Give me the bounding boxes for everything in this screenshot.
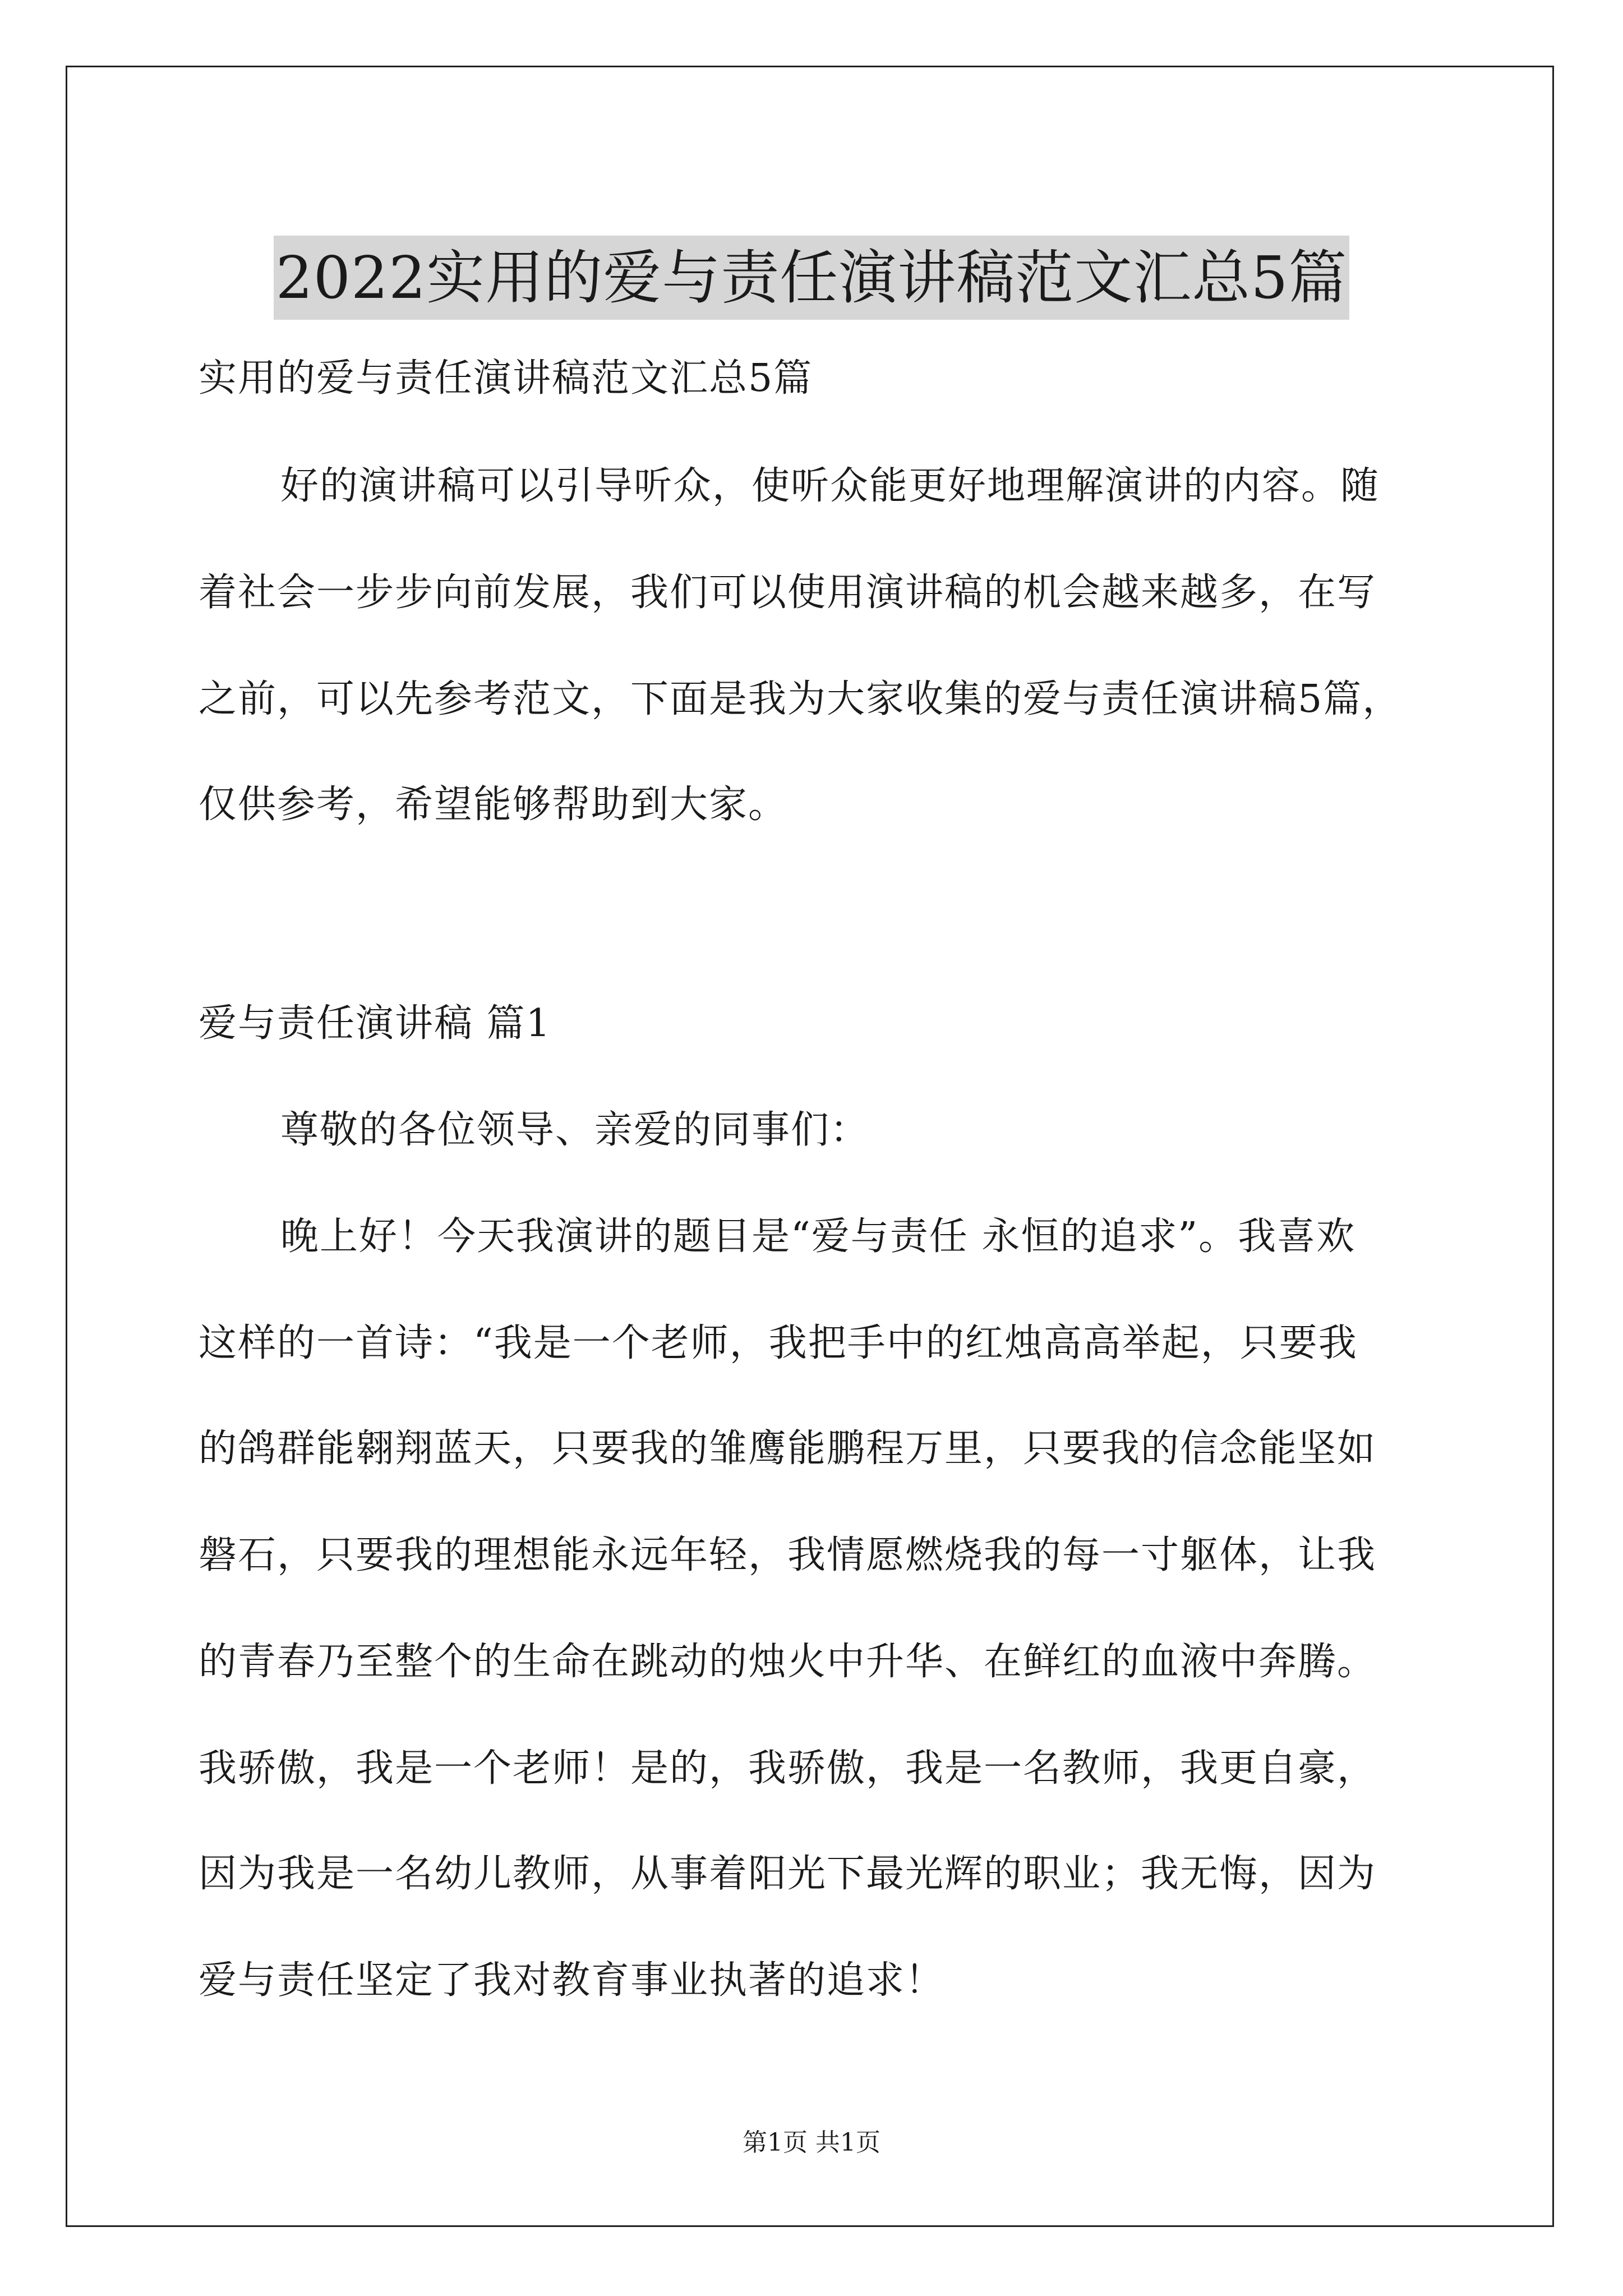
intro-line-3: 之前，可以先参考范文，下面是我为大家收集的爱与责任演讲稿5篇， [199, 677, 1402, 721]
body-line-8: 爱与责任坚定了我对教育事业执著的追求！ [199, 1958, 945, 2003]
title-container [0, 196, 1623, 358]
body-line-1: 晚上好！今天我演讲的题目是“爱与责任 永恒的追求”。我喜欢 [280, 1214, 1356, 1259]
page-footer: 第1页 共1页 [743, 2128, 880, 2157]
body-line-5: 的青春乃至整个的生命在跳动的烛火中升华、在鲜红的血液中奔腾。 [199, 1640, 1377, 1684]
document-subtitle: 实用的爱与责任演讲稿范文汇总5篇 [199, 356, 813, 401]
intro-line-1: 好的演讲稿可以引导听众，使听众能更好地理解演讲的内容。随 [280, 464, 1380, 508]
intro-line-4: 仅供参考，希望能够帮助到大家。 [199, 783, 788, 827]
body-line-3: 的鸽群能翱翔蓝天，只要我的雏鹰能鹏程万里，只要我的信念能坚如 [199, 1427, 1377, 1471]
intro-line-2: 着社会一步步向前发展，我们可以使用演讲稿的机会越来越多，在写 [199, 570, 1377, 615]
document-title: 2022实用的爱与责任演讲稿范文汇总5篇 [274, 236, 1350, 320]
body-line-2: 这样的一首诗：“我是一个老师，我把手中的红烛高高举起，只要我 [199, 1321, 1358, 1365]
body-line-4: 磐石，只要我的理想能永远年轻，我情愿燃烧我的每一寸躯体，让我 [199, 1533, 1377, 1577]
section-heading: 爱与责任演讲稿 篇1 [199, 1001, 551, 1046]
body-line-6: 我骄傲，我是一个老师！是的，我骄傲，我是一名教师，我更自豪， [199, 1746, 1377, 1791]
body-line-7: 因为我是一名幼儿教师，从事着阳光下最光辉的职业；我无悔，因为 [199, 1852, 1377, 1896]
greeting: 尊敬的各位领导、亲爱的同事们： [280, 1108, 870, 1152]
